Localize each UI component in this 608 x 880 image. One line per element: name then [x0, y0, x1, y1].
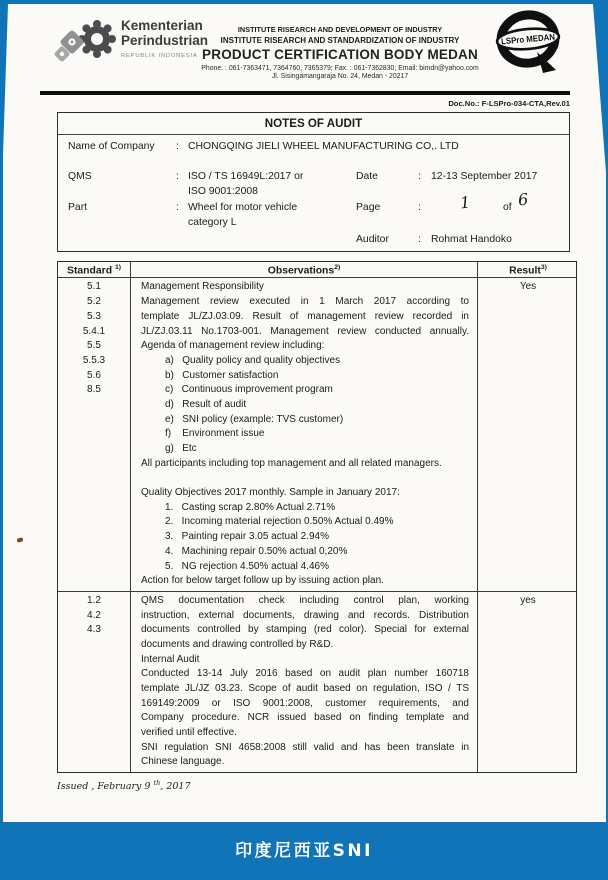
observation-line: [141, 471, 469, 486]
observation-line: 169149:2009 or ISO 9001:2008, customer requirements, and: [141, 697, 469, 709]
observation-line: Internal Audit: [141, 653, 200, 665]
observation-line: c) Continuous improvement program: [165, 384, 333, 396]
result-value: yes: [520, 594, 536, 606]
standard-cell: [58, 592, 131, 772]
observation-line: 3. Painting repair 3.05 actual 2.94%: [165, 531, 329, 543]
table-row: [58, 591, 576, 772]
observation-line: All participants including top management and all related managers.: [141, 457, 442, 469]
ministry-gear-icon: [45, 16, 121, 68]
column-header-result: Result$^{3)}$: [509, 264, 547, 277]
observation-line: Management Responsibility: [141, 281, 264, 293]
observation-line: d) Result of audit: [165, 398, 247, 410]
observation-line: 5. NG rejection 4.50% actual 4.46%: [165, 560, 329, 572]
standard-clause: 5.5: [87, 340, 101, 352]
address-line: Jl. Sisingamangaraja No. 24, Medan - 20217: [271, 73, 409, 80]
org-line1: INSTITUTE RISEARCH AND DEVELOPMENT OF INDUSTRY: [237, 25, 443, 34]
auditor-value: Rohmat Handoko: [431, 234, 512, 245]
banner-text: 印度尼西亚SNI: [235, 841, 373, 861]
standard-clause: 5.5.3: [82, 354, 106, 366]
contact-line: Phone. : 061-7363471, 7364760, 7365379; Fax. : 061-7362830; Email: bimdn@yahoo.com: [201, 65, 479, 72]
table-row: [58, 278, 576, 590]
observation-line: Chinese language.: [141, 756, 225, 768]
date-label: Date: [356, 171, 378, 182]
part-value-line1: Wheel for motor vehicle: [188, 202, 298, 213]
observation-line: 1. Casting scrap 2.80% Actual 2.71%: [165, 501, 336, 513]
column-header-observations: Observations$^{2)}$: [131, 262, 478, 277]
doc-number: Doc.No.: F-LSPro-034-CTA,Rev.01: [448, 99, 570, 108]
standard-clause: 5.6: [87, 369, 101, 381]
observation-line: documents and drawing controlled by R&D.: [141, 638, 334, 650]
colon: :: [176, 202, 179, 213]
lspro-badge-text: LSPro MEDAN: [500, 31, 561, 47]
result-cell: [478, 278, 578, 590]
org-line3: PRODUCT CERTIFICATION BODY MEDAN: [202, 47, 478, 62]
qms-label: QMS: [68, 171, 92, 182]
org-line2: INSTITUTE RISEARCH AND STANDARDIZATION OF INDUSTRY: [220, 36, 460, 45]
observation-line: Action for below target follow up by issuing action plan.: [141, 575, 384, 587]
result-value: Yes: [519, 281, 537, 293]
handwritten-page-total: 6: [517, 189, 530, 210]
ministry-line3: REPUBLIK INDONESIA: [121, 53, 198, 59]
observation-line: b) Customer satisfaction: [165, 369, 279, 381]
qms-value-line1: ISO / TS 16949L:2017 or: [188, 171, 304, 182]
standard-clause: 5.4.1: [82, 325, 106, 337]
observation-line: template JL/ZJ.03.09. Result of management review recorded in: [141, 310, 469, 322]
colon: :: [418, 202, 421, 213]
observation-line: e) SNI policy (example: TVS customer): [165, 413, 344, 425]
lspro-medan-logo-icon: [493, 10, 567, 80]
observation-line: instruction, external documents, drawing and records. Distribution: [141, 609, 469, 621]
page-label: Page: [356, 202, 381, 213]
header-divider: [40, 91, 570, 95]
observation-line: verified until effective.: [141, 727, 237, 739]
part-label: Part: [68, 202, 88, 213]
scan-speck: [17, 537, 24, 542]
standard-clause: 4.3: [87, 624, 101, 636]
observations-cell: [131, 278, 478, 590]
company-label: Name of Company: [68, 141, 155, 152]
observation-line: QMS documentation check including control plan, working: [141, 594, 469, 606]
observation-line: g) Etc: [165, 443, 197, 455]
observation-line: 4. Machining repair 0.50% actual 0,20%: [165, 545, 348, 557]
observation-line: f) Environment issue: [165, 428, 265, 440]
observation-line: documents controlled by stamping (red color). Special for external: [141, 624, 469, 636]
company-value: CHONGQING JIELI WHEEL MANUFACTURING CO,. LTD: [188, 141, 459, 152]
observation-line: SNI regulation SNI 4658:2008 still valid and has been translate in: [141, 741, 469, 753]
qms-value-line2: ISO 9001:2008: [188, 186, 258, 197]
standard-clause: 5.3: [87, 310, 101, 322]
ministry-line1: Kementerian: [121, 18, 203, 33]
standard-clause: 5.2: [87, 296, 101, 308]
colon: :: [418, 171, 421, 182]
observation-line: Management review executed in 1 March 2017 according to: [141, 296, 469, 308]
observation-line: a) Quality policy and quality objectives: [165, 354, 341, 366]
audit-table: [57, 261, 577, 773]
ministry-line2: Perindustrian: [121, 32, 209, 48]
standard-clause: 8.5: [87, 384, 101, 396]
date-value: 12-13 September 2017: [431, 171, 538, 182]
standard-clause: 1.2: [87, 594, 101, 606]
document-page: [3, 4, 606, 822]
colon: :: [176, 171, 179, 182]
observations-cell: [131, 592, 478, 772]
handwritten-page-number: 1: [459, 192, 472, 213]
colon: :: [418, 234, 421, 245]
observation-line: Conducted 13-14 July 2016 based on audit plan number 160718: [141, 668, 469, 680]
notes-of-audit-box: [57, 112, 570, 252]
observation-line: template JL/JZ 03.23. Scope of audit based on regulation, ISO / TS: [141, 683, 469, 695]
observation-line: 2. Incoming material rejection 0.50% Actual 0.49%: [165, 516, 394, 528]
standard-cell: [58, 278, 131, 590]
issued-date-line: Issued , February 9 $^{th}$, 2017: [57, 779, 191, 793]
column-header-standard: Standard $^{1)}$: [58, 262, 131, 277]
result-cell: [478, 592, 578, 772]
standard-clause: 5.1: [87, 281, 101, 293]
page-title: NOTES OF AUDIT: [58, 113, 569, 135]
bottom-banner: [0, 822, 608, 880]
observation-line: Agenda of management review including:: [141, 340, 325, 352]
letterhead: [155, 25, 525, 80]
part-value-line2: category L: [188, 217, 237, 228]
page-of-label: of: [503, 202, 512, 213]
table-header-row: [58, 262, 576, 278]
colon: :: [176, 141, 179, 152]
observation-line: Quality Objectives 2017 monthly. Sample in January 2017:: [141, 487, 400, 499]
observation-line: JL/ZJ.03.11 No.1703-001. Management review conducted annually.: [141, 325, 469, 337]
auditor-label: Auditor: [356, 234, 389, 245]
observation-line: Company procedure. NCR issued based on finding template and: [141, 712, 469, 724]
standard-clause: 4.2: [87, 609, 101, 621]
